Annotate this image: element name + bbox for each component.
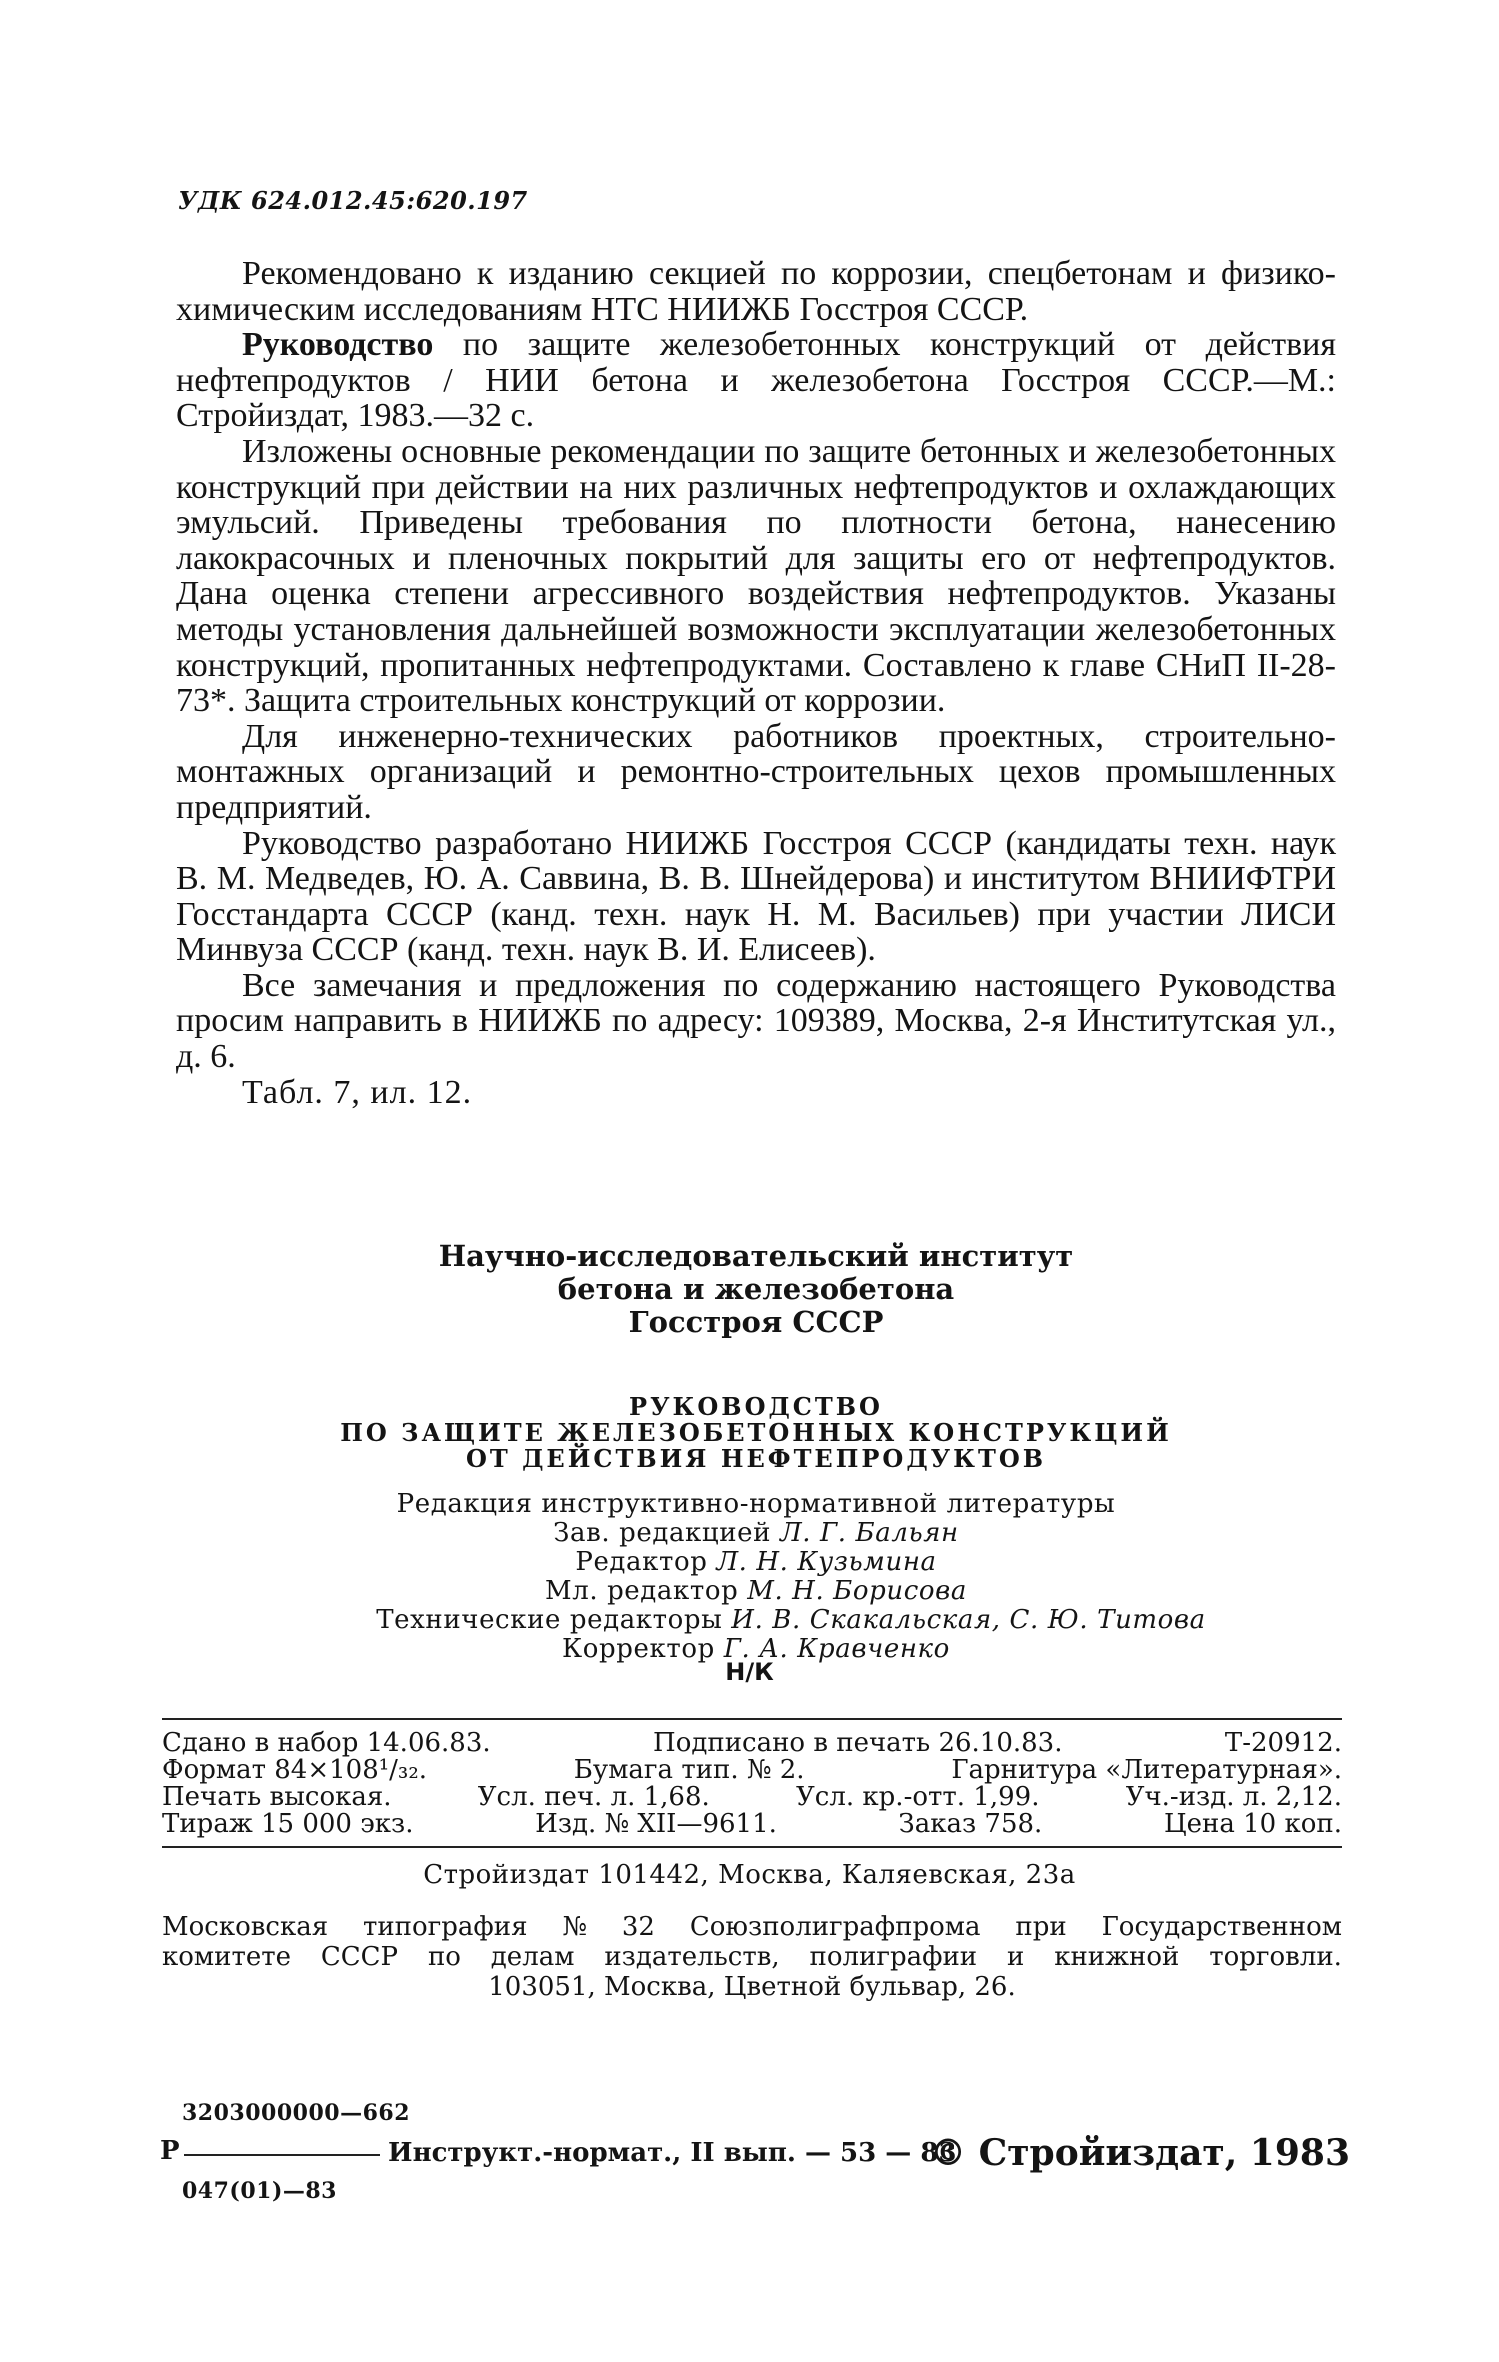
tech-editors-label: Технические редакторы bbox=[376, 1605, 723, 1635]
bibliographic-title-word: Руководство bbox=[242, 326, 434, 364]
summary-paragraph: Изложены основные рекомендации по защите бетонных и железобетонных конструкций при действии на них различных нефтепродуктов и охлаждающих эмульсий. Приведены требования по плотности бетона, нанесению лакокрасочных и пленочных покрытий для защиты его от нефтепродуктов. Дана оценка степени агрессивного воздействия нефтепродуктов. Указаны методы установления дальнейшей возможности эксплуатации железобетонных конструкций, пропитанных нефтепродуктами. Составлено к главе СНиП II-28-73*. Защита строительных конструкций от коррозии. bbox=[176, 432, 1336, 720]
imprint-row-3 bbox=[162, 1784, 1342, 1811]
print-type: Печать высокая. bbox=[162, 1782, 392, 1812]
head-editor-line bbox=[176, 1519, 1336, 1548]
printer-word: книжной bbox=[1054, 1942, 1180, 1972]
printer-word: и bbox=[1006, 1942, 1025, 1972]
printer-word: Государственном bbox=[1101, 1912, 1342, 1942]
title-line-1: РУКОВОДСТВО bbox=[629, 1392, 883, 1421]
junior-editor-label: Мл. редактор bbox=[545, 1576, 739, 1606]
junior-editor-line bbox=[176, 1577, 1336, 1606]
title-line-3: ОТ ДЕЙСТВИЯ НЕФТЕПРОДУКТОВ bbox=[465, 1444, 1047, 1473]
tables-figures-count: Табл. 7, ил. 12. bbox=[242, 1073, 473, 1111]
editor-label: Редактор bbox=[575, 1547, 708, 1577]
printer-word: торговли. bbox=[1209, 1942, 1342, 1972]
editorial-credits bbox=[176, 1490, 1336, 1664]
imprint-bottom-rule bbox=[162, 1846, 1342, 1848]
publisher-sheets: Уч.-изд. л. 2,12. bbox=[1125, 1782, 1342, 1812]
proofreader-name: Г. А. Кравченко bbox=[723, 1634, 950, 1664]
authors-paragraph: Руководство разработано НИИЖБ Госстроя СССР (кандидаты техн. наук В. М. Медведев, Ю. А. Саввина, В. В. Шнейдерова) и институтом ВНИИФТРИ Госстандарта СССР (канд. техн. наук Н. М. Васильев) при участии ЛИСИ Минвуза СССР (канд. техн. наук В. И. Елисеев). bbox=[176, 824, 1336, 969]
printer-word: по bbox=[427, 1942, 461, 1972]
institute-line-1: Научно-исследовательский институт bbox=[438, 1239, 1074, 1273]
printer-line-1 bbox=[162, 1912, 1342, 1942]
imprint-row-2 bbox=[162, 1757, 1342, 1784]
editor-name: Л. Н. Кузьмина bbox=[716, 1547, 937, 1577]
printer-word: 32 bbox=[621, 1912, 655, 1942]
signed-date: Подписано в печать 26.10.83. bbox=[653, 1728, 1063, 1758]
index-fraction-line bbox=[184, 2154, 380, 2156]
tech-editor-name-2: С. Ю. Титова bbox=[1009, 1605, 1206, 1635]
printer-word: делам bbox=[490, 1942, 575, 1972]
bibliographic-rest: по защите железобетонных конструкций от действия нефтепродуктов / НИИ бетона и железобетона Госстроя СССР.—М.: Стройиздат, 1983.—32 с. bbox=[176, 326, 1336, 435]
printer-word: комитете bbox=[162, 1942, 291, 1972]
printer-word: полиграфии bbox=[809, 1942, 978, 1972]
catalog-index bbox=[160, 2100, 1350, 2220]
index-numerator: 3203000000—662 bbox=[182, 2100, 410, 2126]
printer-line-2 bbox=[162, 1942, 1342, 1972]
printer-word: Союзполиграфпрома bbox=[689, 1912, 981, 1942]
tech-editors-line bbox=[176, 1606, 1336, 1635]
printer-address: 103051, Москва, Цветной бульвар, 26. bbox=[488, 1972, 1016, 2002]
imprint-row-4 bbox=[162, 1811, 1342, 1838]
institute-line-3: Госстроя СССР bbox=[628, 1305, 884, 1339]
bibliographic-paragraph bbox=[176, 327, 1336, 434]
head-editor-name: Л. Г. Бальян bbox=[779, 1518, 959, 1548]
print-imprint bbox=[162, 1730, 1342, 1838]
price: Цена 10 коп. bbox=[1163, 1809, 1342, 1839]
printer-word: СССР bbox=[320, 1942, 399, 1972]
format: Формат 84×108¹/₃₂. bbox=[162, 1755, 428, 1785]
imprint-top-rule bbox=[162, 1718, 1342, 1720]
head-editor-label: Зав. редакцией bbox=[553, 1518, 772, 1548]
print-sheets: Усл. печ. л. 1,68. bbox=[477, 1782, 710, 1812]
edition-number: Изд. № XII—9611. bbox=[535, 1809, 777, 1839]
tech-editor-name-1: И. В. Скакальская, bbox=[731, 1605, 1001, 1635]
publisher-address: Стройиздат 101442, Москва, Каляевская, 23а bbox=[423, 1860, 1076, 1890]
printer-word: типография bbox=[362, 1912, 528, 1942]
printer-word: издательств, bbox=[604, 1942, 780, 1972]
index-denominator: 047(01)—83 bbox=[182, 2178, 337, 2204]
paper: Бумага тип. № 2. bbox=[573, 1755, 805, 1785]
index-series: Инструкт.-нормат., II вып. — 53 — 83 bbox=[388, 2138, 957, 2168]
printer-info bbox=[162, 1912, 1342, 2002]
udk-code: УДК 624.012.45:620.197 bbox=[178, 186, 528, 215]
feedback-paragraph: Все замечания и предложения по содержанию настоящего Руководства просим направить в НИИЖБ по адресу: 109389, Москва, 2-я Институтская ул., д. 6. bbox=[176, 966, 1336, 1076]
typeset-date: Сдано в набор 14.06.83. bbox=[162, 1728, 491, 1758]
abstract bbox=[176, 256, 1336, 1110]
typeface: Гарнитура «Литературная». bbox=[951, 1755, 1342, 1785]
hk-mark: Н/К bbox=[725, 1658, 774, 1686]
printer-word: Московская bbox=[162, 1912, 329, 1942]
printer-word: № bbox=[562, 1912, 587, 1942]
order-number: Заказ 758. bbox=[898, 1809, 1043, 1839]
institute-name bbox=[176, 1240, 1336, 1339]
print-run: Тираж 15 000 экз. bbox=[162, 1809, 414, 1839]
proofreader-label: Корректор bbox=[562, 1634, 715, 1664]
color-prints: Усл. кр.-отт. 1,99. bbox=[796, 1782, 1040, 1812]
document-title bbox=[176, 1394, 1336, 1472]
edition-name: Редакция инструктивно-нормативной литературы bbox=[396, 1489, 1116, 1519]
order-code: Т-20912. bbox=[1224, 1728, 1342, 1758]
title-line-2: ПО ЗАЩИТЕ ЖЕЛЕЗОБЕТОННЫХ КОНСТРУКЦИЙ bbox=[340, 1418, 1172, 1447]
imprint-row-1 bbox=[162, 1730, 1342, 1757]
audience-paragraph: Для инженерно-технических работников проектных, строительно-монтажных организаций и ремонтно-строительных цехов промышленных предприятий. bbox=[176, 717, 1336, 826]
junior-editor-name: М. Н. Борисова bbox=[747, 1576, 967, 1606]
recommendation-paragraph: Рекомендовано к изданию секцией по коррозии, спецбетонам и физико-химическим исследованиям НТС НИИЖБ Госстроя СССР. bbox=[176, 255, 1336, 328]
editor-line bbox=[176, 1548, 1336, 1577]
copyright: © Стройиздат, 1983 bbox=[930, 2132, 1350, 2174]
printer-word: при bbox=[1015, 1912, 1067, 1942]
institute-line-2: бетона и железобетона bbox=[557, 1272, 955, 1306]
index-prefix: Р bbox=[160, 2136, 180, 2166]
